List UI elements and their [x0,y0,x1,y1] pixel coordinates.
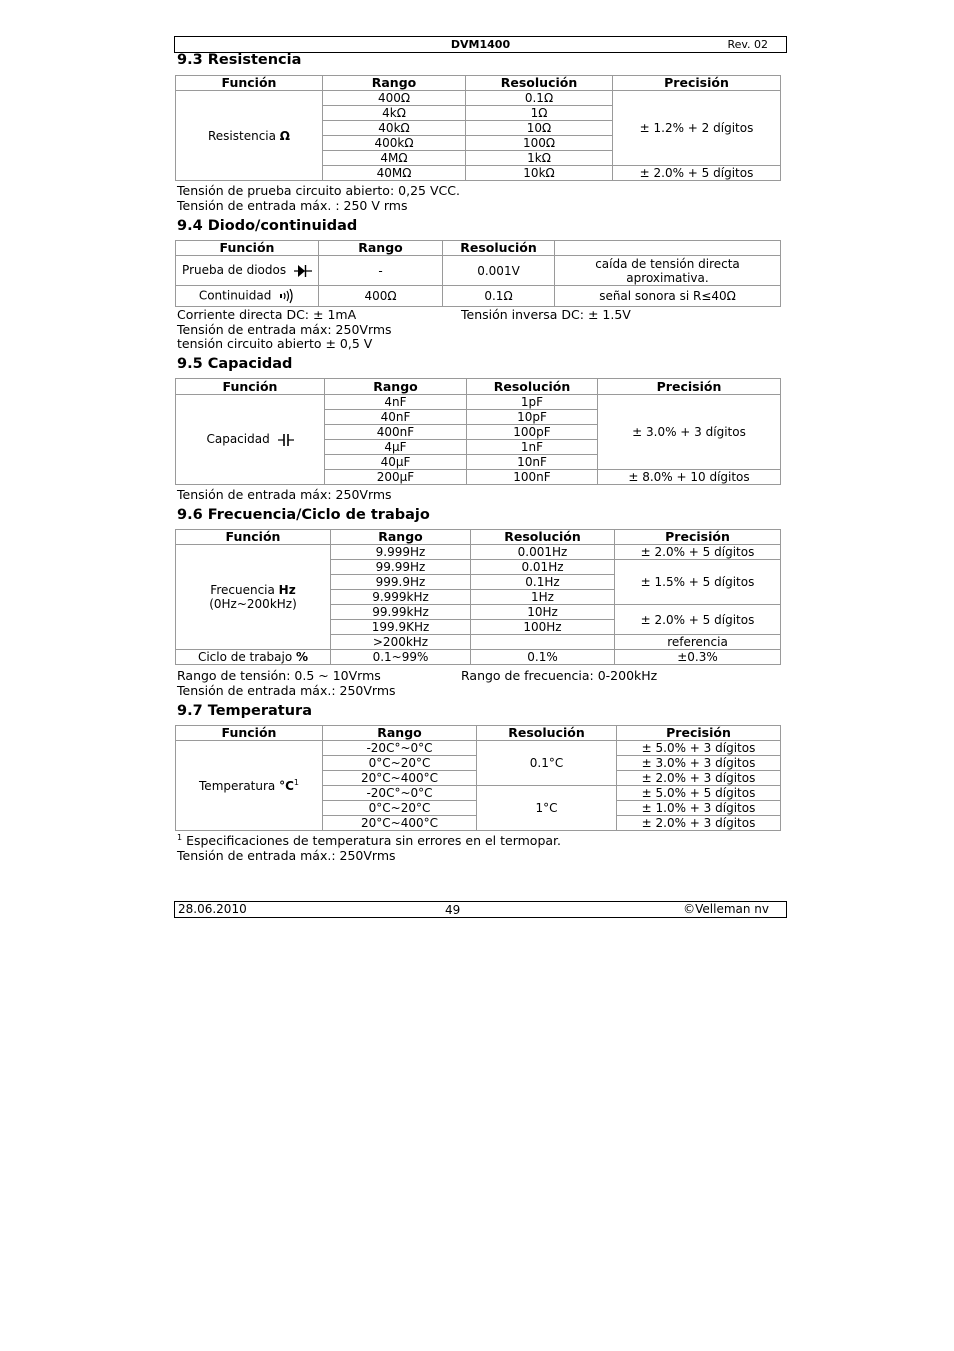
range-cell: 99.99Hz [331,560,471,575]
header-resolution: Resolución [471,530,615,545]
range-cell: 4kΩ [323,106,466,121]
header-resolution: Resolución [467,379,598,395]
precision-cell: ± 2.0% + 3 dígitos [617,771,781,786]
range-cell: 4µF [325,440,467,455]
duty-range: 0.1~99% [331,650,471,665]
footnote-number: 1 [177,832,183,842]
page-number: 49 [445,903,461,917]
range-cell: >200kHz [331,635,471,650]
resolution-cell: 10Hz [471,605,615,620]
resolution-cell: 100Hz [471,620,615,635]
continuity-label: Continuidad [198,288,272,303]
continuity-description: señal sonora si R≤40Ω [555,286,781,307]
precision-cell: ± 3.0% + 3 dígitos [617,756,781,771]
header-resolution: Resolución [466,76,613,91]
diode-resolution: 0.001V [443,256,555,286]
range-cell: 999.9Hz [331,575,471,590]
frequency-function-cell [176,545,331,650]
header-resolution: Resolución [477,726,617,741]
range-cell: 400nF [325,425,467,440]
resolution-cell: 1Ω [466,106,613,121]
range-cell: 99.99kHz [331,605,471,620]
frequency-unit: Hz [278,583,296,597]
continuity-resolution: 0.1Ω [443,286,555,307]
range-cell: 400kΩ [323,136,466,151]
header-precision: Precisión [617,726,781,741]
resolution-cell: 0.1°C [477,741,617,786]
header-resolution: Resolución [443,241,555,256]
resolution-cell: 1°C [477,786,617,831]
resolution-cell: 100nF [467,470,598,485]
range-cell: 20°C~400°C [323,816,477,831]
note-reverse-voltage: Tensión inversa DC: ± 1.5V [461,307,631,322]
continuity-range: 400Ω [319,286,443,307]
range-cell: 4MΩ [323,151,466,166]
resolution-cell: 10kΩ [466,166,613,181]
resistance-table [175,75,781,181]
resolution-cell: 10nF [467,455,598,470]
diode-label: Prueba de diodos [182,263,287,278]
precision-cell: ± 1.0% + 3 dígitos [617,801,781,816]
resolution-cell: 100Ω [466,136,613,151]
range-cell: 20°C~400°C [323,771,477,786]
function-cell [176,741,323,831]
header-function: Función [176,726,323,741]
note-open-circuit: tensión circuito abierto ± 0,5 V [177,336,373,351]
frequency-span: (0Hz~200kHz) [209,597,297,611]
model-name: DVM1400 [450,38,511,51]
page-footer [174,901,787,918]
range-cell: 40MΩ [323,166,466,181]
section-title-temperature: 9.7 Temperatura [177,703,312,719]
resolution-cell: 0.001Hz [471,545,615,560]
function-cell [176,91,323,181]
range-cell: 40µF [325,455,467,470]
header-range: Rango [323,726,477,741]
precision-cell: ± 2.0% + 5 dígitos [615,545,781,560]
function-label: Resistencia [207,128,280,143]
header-precision: Precisión [613,76,781,91]
range-cell: -20C°~0°C [323,786,477,801]
resolution-cell: 100pF [467,425,598,440]
resolution-cell [471,635,615,650]
function-cell [176,395,325,485]
range-cell: 0°C~20°C [323,801,477,816]
resolution-cell: 1Hz [471,590,615,605]
precision-cell: ± 1.5% + 5 dígitos [615,560,781,605]
note-max-input: Tensión de entrada máx: 250Vrms [177,487,392,502]
revision: Rev. 02 [727,38,768,51]
duty-unit: % [296,650,309,664]
sound-wave-icon [279,288,295,304]
resolution-cell: 1pF [467,395,598,410]
header-range: Rango [331,530,471,545]
range-cell: 200µF [325,470,467,485]
resolution-cell: 1kΩ [466,151,613,166]
function-unit: Ω [279,128,290,143]
note-max-input: Tensión de entrada máx.: 250Vrms [177,848,396,863]
page-header [174,36,787,53]
footer-date: 28.06.2010 [178,902,247,916]
precision-cell: ± 2.0% + 3 dígitos [617,816,781,831]
footnote [177,833,561,848]
capacitance-table [175,378,781,485]
section-title-resistance: 9.3 Resistencia [177,52,302,68]
section-title-diode: 9.4 Diodo/continuidad [177,218,358,234]
diode-function-cell [176,256,319,286]
note-voltage-range: Rango de tensión: 0.5 ~ 10Vrms [177,668,381,683]
continuity-function-cell [176,286,319,307]
duty-function-cell [176,650,331,665]
duty-resolution: 0.1% [471,650,615,665]
range-cell: 0°C~20°C [323,756,477,771]
precision-cell: ± 3.0% + 3 dígitos [598,395,781,470]
header-range: Rango [325,379,467,395]
precision-cell: referencia [615,635,781,650]
range-cell: 9.999Hz [331,545,471,560]
precision-cell: ± 5.0% + 3 dígitos [617,741,781,756]
header-function: Función [176,241,319,256]
range-cell: 4nF [325,395,467,410]
duty-label: Ciclo de trabajo [197,650,297,664]
note-max-input: Tensión de entrada máx: 250Vrms [177,322,392,337]
resolution-cell: 0.01Hz [471,560,615,575]
header-empty [555,241,781,256]
resolution-cell: 0.1Ω [466,91,613,106]
diode-description: caída de tensión directa aproximativa. [555,256,781,286]
range-cell: -20C°~0°C [323,741,477,756]
range-cell: 9.999kHz [331,590,471,605]
capacitor-icon [278,433,294,447]
note-frequency-range: Rango de frecuencia: 0-200kHz [461,668,658,683]
note-max-input: Tensión de entrada máx. : 250 V rms [177,198,408,213]
header-range: Rango [319,241,443,256]
footer-copyright: ©Velleman nv [683,902,769,916]
function-label: Capacidad [206,432,270,447]
diode-range: - [319,256,443,286]
resolution-cell: 10pF [467,410,598,425]
section-title-capacitance: 9.5 Capacidad [177,356,293,372]
footnote-text: Especificaciones de temperatura sin errores en el termopar. [186,833,562,848]
resolution-cell: 10Ω [466,121,613,136]
temperature-table [175,725,781,831]
precision-cell: ± 1.2% + 2 dígitos [613,91,781,166]
note-dc-current: Corriente directa DC: ± 1mA [177,307,357,322]
range-cell: 400Ω [323,91,466,106]
diode-table [175,240,781,307]
range-cell: 40kΩ [323,121,466,136]
range-cell: 40nF [325,410,467,425]
footnote-marker: 1 [293,777,299,787]
frequency-table [175,529,781,665]
note-max-input: Tensión de entrada máx.: 250Vrms [177,683,396,698]
resolution-cell: 1nF [467,440,598,455]
range-cell: 199.9KHz [331,620,471,635]
precision-cell: ± 2.0% + 5 dígitos [615,605,781,635]
function-label: Temperatura [199,778,280,793]
frequency-label: Frecuencia [210,583,279,597]
header-precision: Precisión [615,530,781,545]
header-function: Función [176,76,323,91]
precision-cell: ± 5.0% + 5 dígitos [617,786,781,801]
resolution-cell: 0.1Hz [471,575,615,590]
header-function: Función [176,530,331,545]
header-precision: Precisión [598,379,781,395]
function-unit: °C [279,778,294,793]
section-title-frequency: 9.6 Frecuencia/Ciclo de trabajo [177,507,430,523]
diode-icon [294,264,312,278]
precision-cell: ± 2.0% + 5 dígitos [613,166,781,181]
note-open-circuit: Tensión de prueba circuito abierto: 0,25 VCC. [177,183,460,198]
header-function: Función [176,379,325,395]
precision-cell: ± 8.0% + 10 dígitos [598,470,781,485]
header-range: Rango [323,76,466,91]
duty-precision: ±0.3% [615,650,781,665]
